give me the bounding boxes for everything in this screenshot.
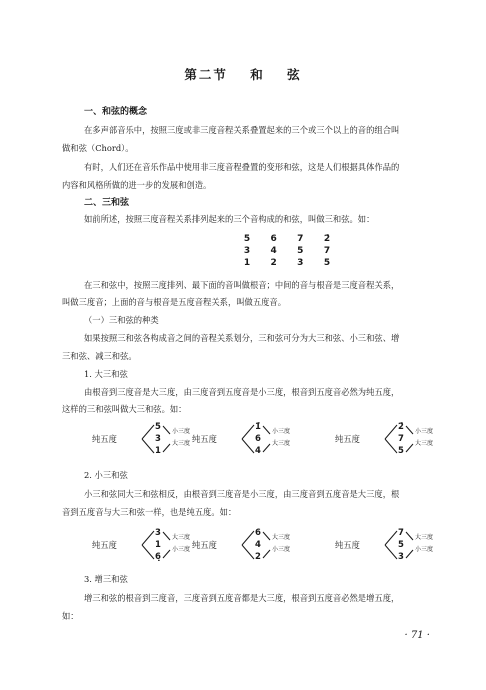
triad-diagram — [92, 422, 202, 456]
paragraph-line: 内容和风格所做的进一步的发展和创造。 — [62, 180, 212, 190]
chord-note-mid: 6 — [255, 434, 261, 444]
upper-interval-label: 小三度 — [272, 428, 291, 435]
chord-note-mid: 3 — [155, 434, 161, 444]
table-cell: 5 — [297, 246, 304, 256]
fifth-interval-label: 纯五度 — [192, 434, 217, 444]
table-cell: 7 — [297, 234, 304, 244]
paragraph-line: 如前所述，按照三度音程关系排列起来的三个音构成的和弦，叫做三和弦。如： — [84, 214, 375, 224]
page-number: · 71 · — [404, 630, 430, 641]
paragraph-line: 增三和弦的根音到三度音，三度音到五度音都是大三度，根音到五度音必然是增五度， — [84, 593, 400, 603]
paragraph-line: 叫做三度音；上面的音与根音是五度音程关系，叫做五度音。 — [62, 297, 287, 307]
subheading-triad-types: （一）三和弦的种类 — [84, 315, 159, 325]
paragraph-line: 音到五度音与大三和弦一样，也是纯五度。如： — [62, 507, 237, 517]
paragraph-line: 三和弦、减三和弦。 — [62, 351, 137, 361]
heading-triads: 二、三和弦 — [84, 198, 130, 208]
table-cell: 4 — [270, 246, 277, 256]
chord-note-mid: 7 — [398, 434, 404, 444]
triad-diagram — [192, 528, 302, 562]
fifth-interval-label: 纯五度 — [192, 540, 217, 550]
chord-note-top: 7 — [398, 528, 404, 538]
upper-interval-label: 大三度 — [172, 534, 191, 541]
lower-interval-label: 大三度 — [172, 440, 191, 447]
chord-note-mid: 4 — [255, 540, 261, 550]
paragraph-line: 小三和弦同大三和弦相反，由根音到三度音是小三度，由三度音到五度音是大三度，根 — [84, 489, 400, 499]
upper-interval-label: 大三度 — [272, 534, 291, 541]
paragraph-line: 在多声部音乐中，按照三度或非三度音程关系叠置起来的三个或三个以上的音的组合叫 — [84, 125, 400, 135]
lower-interval-label: 大三度 — [415, 440, 434, 447]
chord-note-top: 3 — [155, 528, 161, 538]
table-cell: 2̇ — [323, 234, 331, 244]
fifth-interval-label: 纯五度 — [335, 540, 360, 550]
triad-examples-table — [237, 233, 337, 269]
paragraph-line: 由根音到三度音是大三度，由三度音到五度音是小三度，根音到五度音必然为纯五度， — [84, 387, 400, 397]
table-row-fifth — [237, 233, 337, 245]
heading-augmented-triad: 3. 增三和弦 — [84, 574, 128, 584]
chord-note-mid: 5 — [398, 540, 404, 550]
upper-interval-label: 小三度 — [172, 428, 191, 435]
chord-note-bot: 4 — [255, 446, 261, 456]
table-cell: 3 — [243, 246, 251, 256]
fifth-interval-label: 纯五度 — [335, 434, 360, 444]
table-cell: 5 — [323, 258, 331, 268]
triad-diagram — [92, 528, 202, 562]
section-title-word2: 弦 — [287, 67, 302, 82]
heading-major-triad: 1. 大三和弦 — [84, 369, 128, 379]
chord-note-bot: 2 — [255, 552, 261, 562]
chord-note-top: 6 — [255, 528, 261, 538]
lower-interval-label: 小三度 — [172, 546, 191, 553]
triad-diagram — [335, 422, 445, 456]
lower-interval-label: 大三度 — [272, 440, 291, 447]
paragraph-line: 做和弦（Chord）。 — [62, 143, 134, 153]
triad-diagram — [335, 528, 445, 562]
paragraph-line: 在三和弦中，按照三度排列、最下面的音叫做根音；中间的音与根音是三度音程关系， — [84, 280, 400, 290]
chord-note-mid: 1 — [155, 540, 161, 550]
section-title-word1: 和 — [250, 67, 265, 82]
heading-minor-triad: 2. 小三和弦 — [84, 470, 128, 480]
section-title-number: 第二节 — [184, 67, 228, 82]
chord-note-top: 1̇ — [255, 422, 261, 432]
lower-interval-label: 小三度 — [272, 546, 291, 553]
table-cell: 1 — [243, 258, 251, 268]
table-cell: 7 — [323, 246, 331, 256]
chord-note-bot: 1 — [155, 446, 161, 456]
table-row-third — [237, 245, 337, 257]
chord-note-bot: 3 — [398, 552, 404, 562]
upper-interval-label: 大三度 — [415, 534, 434, 541]
triad-diagram — [192, 422, 302, 456]
chord-note-bot: 5 — [398, 446, 404, 456]
paragraph-line: 这样的三和弦叫做大三和弦。如： — [62, 404, 187, 414]
lower-interval-label: 小三度 — [415, 546, 434, 553]
paragraph-line: 如果按照三和弦各构成音之间的音程关系划分，三和弦可分为大三和弦、小三和弦、增 — [84, 333, 400, 343]
table-cell: 6 — [270, 234, 277, 244]
table-cell: 2 — [270, 258, 277, 268]
heading-chord-concept: 一、和弦的概念 — [84, 107, 148, 117]
chord-note-top: 2̇ — [398, 422, 404, 432]
table-cell: 5 — [243, 234, 251, 244]
chord-note-bot: 6̣ — [155, 552, 161, 562]
table-cell: 3 — [297, 258, 304, 268]
section-title — [0, 65, 486, 83]
chord-note-top: 5 — [155, 422, 161, 432]
paragraph-line: 如： — [62, 611, 79, 621]
fifth-interval-label: 纯五度 — [92, 434, 117, 444]
upper-interval-label: 小三度 — [415, 428, 434, 435]
paragraph-line: 有时，人们还在音乐作品中使用非三度音程叠置的变形和弦，这是人们根据具体作品的 — [84, 162, 400, 172]
table-row-root — [237, 257, 337, 269]
fifth-interval-label: 纯五度 — [92, 540, 117, 550]
